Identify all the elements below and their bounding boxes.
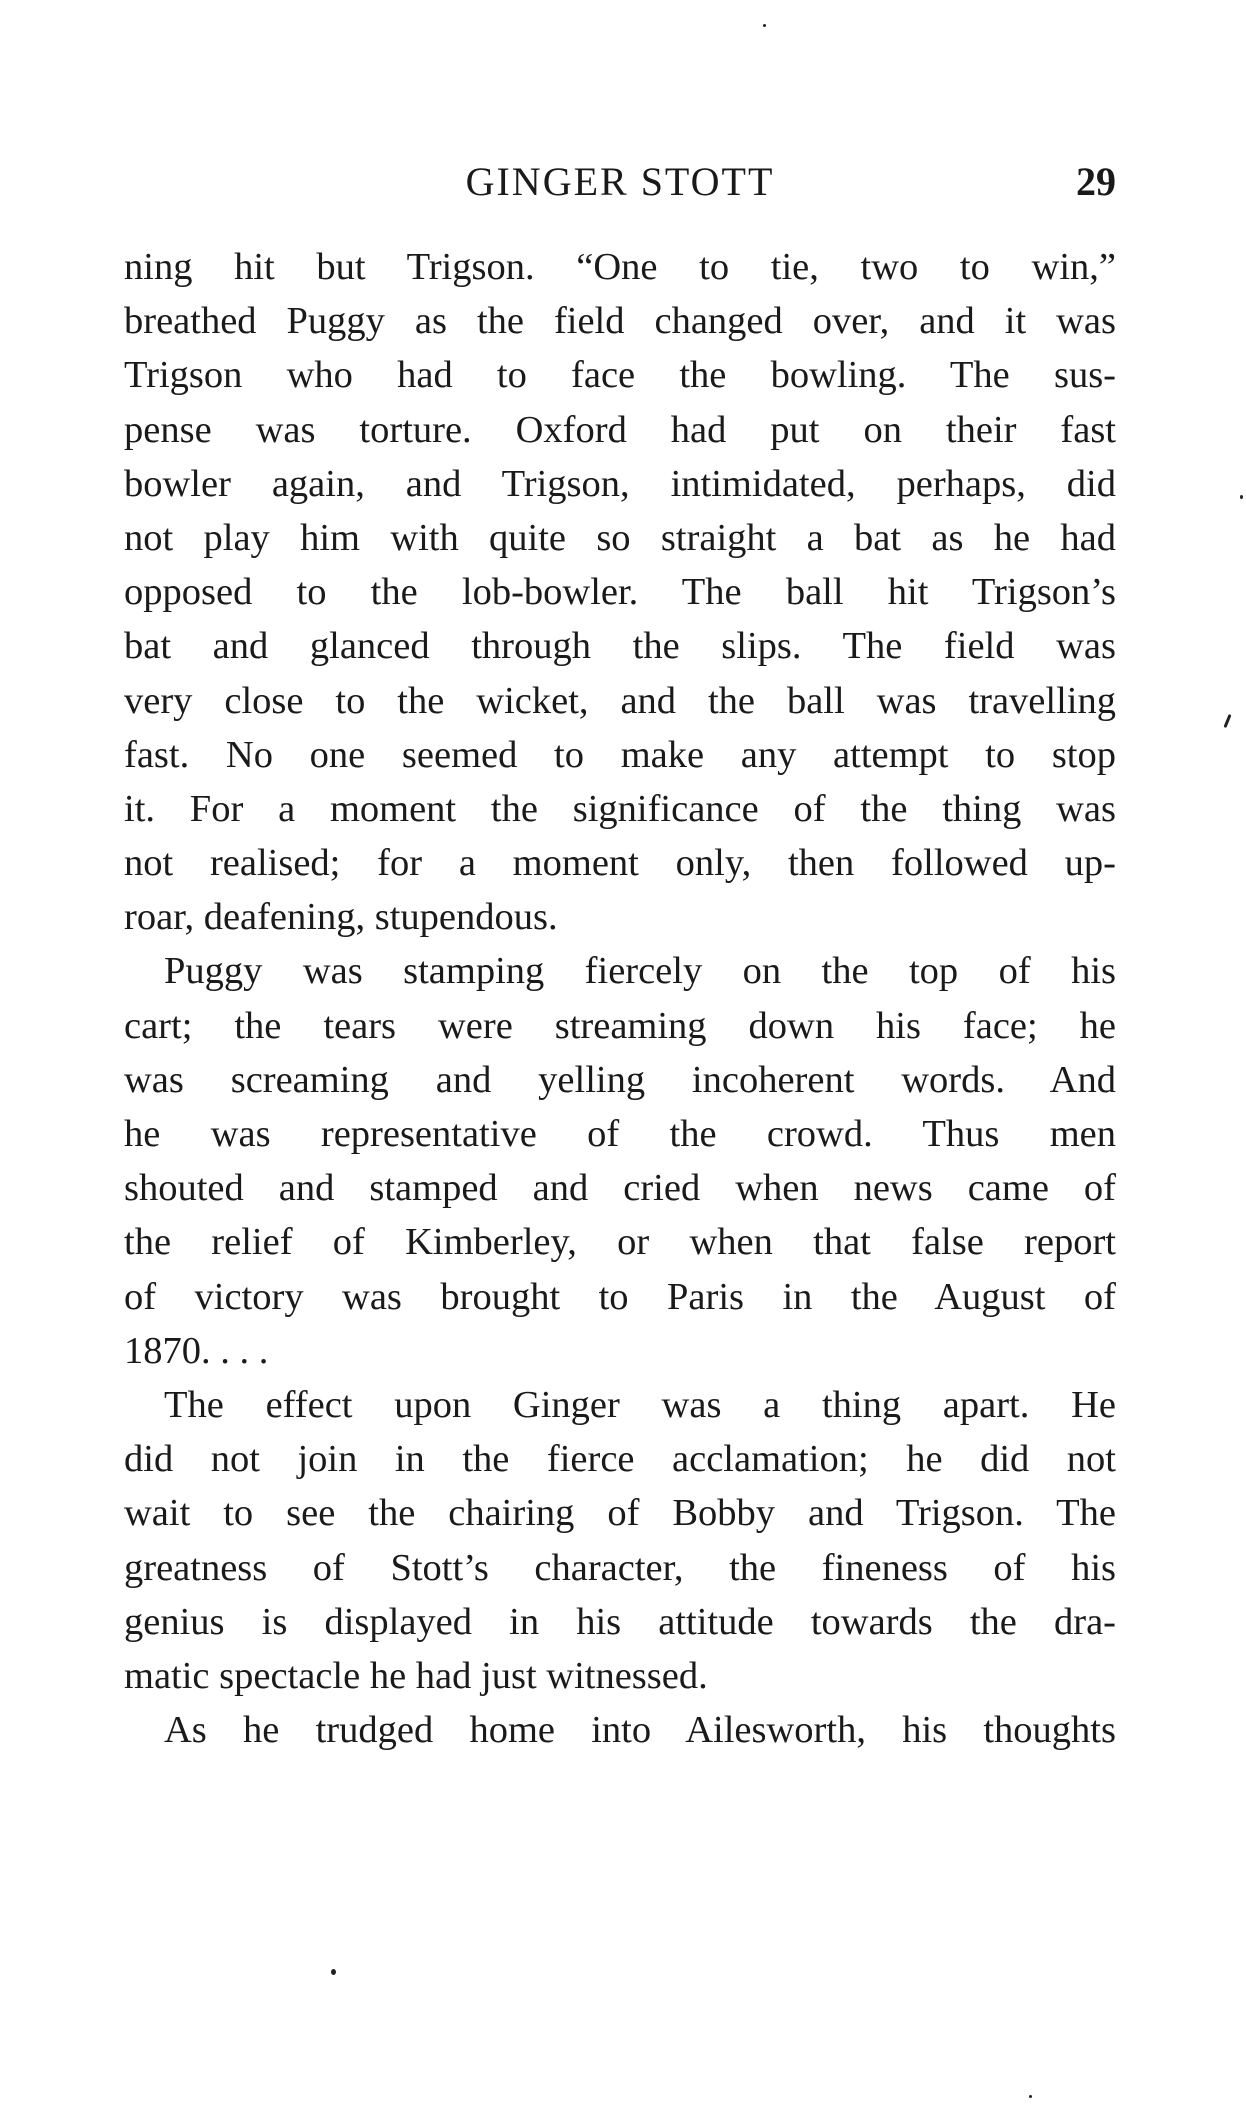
text-line: not play him with quite so straight a bat as he had [124,516,1116,559]
text-line: of victory was brought to Paris in the August of [124,1275,1116,1318]
running-title: GINGER STOTT [465,159,775,204]
text-line: roar, deafening, stupendous. [124,896,558,939]
text-line: cart; the tears were streaming down his face; he [124,1004,1116,1047]
paragraph-start-line: The effect upon Ginger was a thing apart. He [164,1383,1116,1426]
text-line: breathed Puggy as the field changed over, and it was [124,300,1116,343]
page-number: 29 [1076,159,1116,204]
text-line: shouted and stamped and cried when news came of [124,1167,1116,1210]
text-line: it. For a moment the significance of the thing was [124,787,1116,830]
text-line: fast. No one seemed to make any attempt to stop [124,733,1116,776]
text-line: not realised; for a moment only, then followed up- [124,842,1116,885]
scan-speck [1223,714,1231,728]
text-line: 1870. . . . [124,1329,269,1372]
text-line: ning hit but Trigson. “One to tie, two to win,” [124,246,1116,288]
text-line: wait to see the chairing of Bobby and Trigson. The [124,1492,1116,1535]
scan-speck [763,24,766,27]
text-line: bowler again, and Trigson, intimidated, perhaps, did [124,462,1116,505]
body-text [124,240,1116,1757]
text-line: he was representative of the crowd. Thus men [124,1113,1116,1155]
scan-speck [1240,495,1243,499]
paragraph-start-line: As he trudged home into Ailesworth, his thoughts [164,1709,1116,1752]
running-head [124,158,1116,214]
scan-speck [1029,2095,1032,2098]
text-line: the relief of Kimberley, or when that false report [124,1221,1116,1264]
text-line: was screaming and yelling incoherent words. And [124,1058,1116,1101]
text-line: bat and glanced through the slips. The field was [124,625,1116,668]
text-line: matic spectacle he had just witnessed. [124,1654,708,1697]
text-line: very close to the wicket, and the ball was travelling [124,679,1116,722]
text-line: Trigson who had to face the bowling. The sus- [124,354,1116,397]
text-line: genius is displayed in his attitude towards the dra- [124,1600,1116,1643]
scan-speck [331,1969,336,1975]
text-line: opposed to the lob-bowler. The ball hit Trigson’s [124,571,1116,614]
paragraph-start-line: Puggy was stamping fiercely on the top of his [164,950,1116,993]
text-line: pense was torture. Oxford had put on their fast [124,408,1116,451]
text-line: did not join in the fierce acclamation; he did not [124,1438,1116,1481]
text-line: greatness of Stott’s character, the fineness of his [124,1546,1116,1589]
